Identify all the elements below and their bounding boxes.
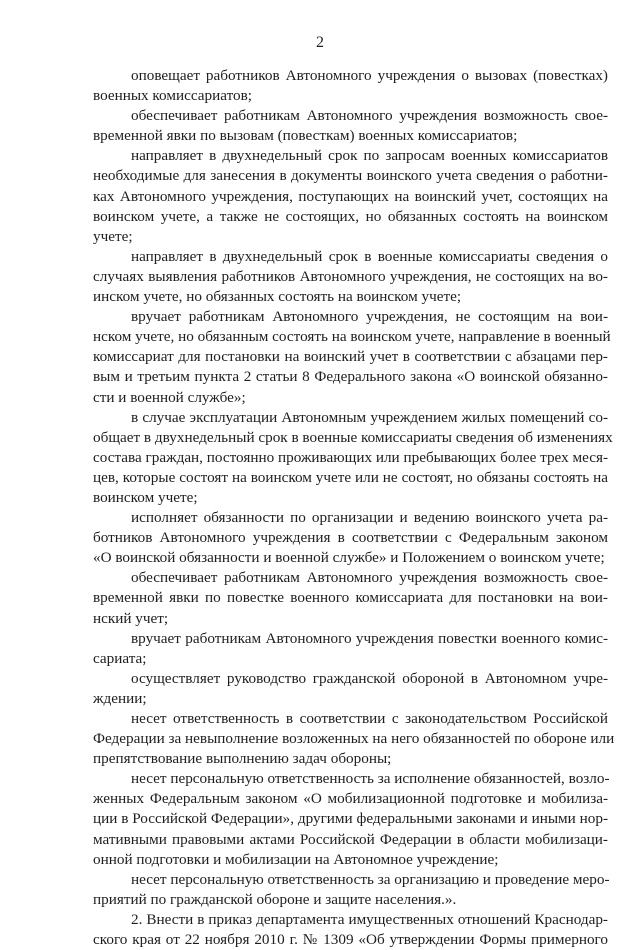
paragraph xyxy=(93,769,608,869)
text-line: временной явки по повестке военного комиссариата для постановки на вои- xyxy=(93,589,608,607)
text-line: ского края от 22 ноября 2010 г. № 1309 «Об утверждении Формы примерного xyxy=(93,931,608,949)
text-line: состава граждан, постоянно проживающих или пребывающих более трех меся- xyxy=(93,448,608,466)
paragraph xyxy=(93,106,608,146)
paragraph xyxy=(93,66,608,106)
text-line: ках Автономного учреждения, поступающих на воинский учет, состоящих на xyxy=(93,187,608,205)
text-line: несет персональную ответственность за организацию и проведение меро- xyxy=(131,870,610,888)
text-line: ботников Автономного учреждения в соответствии с Федеральным законом xyxy=(93,529,608,547)
text-line: обеспечивает работникам Автономного учреждения возможность свое- xyxy=(131,107,608,125)
text-line: нском учете, но обязанным состоять на воинском учете, направление в военный xyxy=(93,328,611,346)
text-line: осуществляет руководство гражданской обороной в Автономном учре- xyxy=(131,669,608,687)
page-number: 2 xyxy=(316,34,324,51)
paragraph xyxy=(93,307,611,407)
text-line: ждении; xyxy=(93,689,147,707)
text-line: воинском учете, а также не состоящих, но обязанных состоять на воинском xyxy=(93,207,608,225)
text-line: препятствование выполнению задач обороны; xyxy=(93,750,392,768)
text-line: приятий по гражданской обороне и защите населения.». xyxy=(93,890,457,908)
text-line: военных комиссариатов; xyxy=(93,87,252,105)
text-line: вручает работникам Автономного учреждения повестки военного комис- xyxy=(131,629,608,647)
paragraph xyxy=(93,408,613,508)
text-line: сти и военной службе»; xyxy=(93,388,246,406)
document-body xyxy=(93,66,615,950)
text-line: ции в Российской Федерации», другими федеральными законами и иными нор- xyxy=(93,810,608,828)
paragraph xyxy=(93,146,608,246)
text-line: необходимые для занесения в документы воинского учета сведения о работни- xyxy=(93,167,608,185)
text-line: инском учете, но обязанных состоять на воинском учете; xyxy=(93,288,462,306)
text-line: «О воинской обязанности и военной службе» и Положением о воинском учете; xyxy=(93,549,605,567)
text-line: общает в двухнедельный срок в военные комиссариаты сведения об изменениях xyxy=(93,428,613,446)
paragraph xyxy=(93,568,608,628)
text-line: направляет в двухнедельный срок по запросам военных комиссариатов xyxy=(131,147,608,165)
text-line: Федерации за невыполнение возложенных на него обязанностей по обороне или xyxy=(93,730,615,748)
text-line: направляет в двухнедельный срок в военные комиссариаты сведения о xyxy=(131,247,608,265)
paragraph xyxy=(93,508,608,568)
text-line: нский учет; xyxy=(93,609,169,627)
paragraph xyxy=(93,910,608,950)
text-line: учете; xyxy=(93,227,133,245)
text-line: несет ответственность в соответствии с законодательством Российской xyxy=(131,710,608,727)
text-line: мативными правовыми актами Российской Федерации в области мобилизаци- xyxy=(93,830,608,848)
text-line: временной явки по вызовам (повесткам) военных комиссариатов; xyxy=(93,127,518,145)
paragraph xyxy=(93,247,608,307)
paragraph xyxy=(93,709,615,769)
text-line: оповещает работников Автономного учреждения о вызовах (повестках) xyxy=(131,67,608,84)
text-line: женных Федеральным законом «О мобилизационной подготовке и мобилиза- xyxy=(93,790,608,808)
text-line: несет персональную ответственность за исполнение обязанностей, возло- xyxy=(131,770,610,788)
paragraph xyxy=(93,669,608,709)
text-line: комиссариат для постановки на воинский учет в соответствии с абзацами пер- xyxy=(93,348,608,366)
text-line: вручает работникам Автономного учреждения, не состоящим на вои- xyxy=(131,308,608,326)
text-line: случаях выявления работников Автономного учреждения, не состоящих на во- xyxy=(93,267,608,285)
text-line: сариата; xyxy=(93,649,147,667)
paragraph xyxy=(93,629,608,669)
text-line: цев, которые состоят на воинском учете или не состоят, но обязаны состоять на xyxy=(93,468,608,486)
text-line: онной подготовки и мобилизации на Автономное учреждение; xyxy=(93,850,499,868)
text-line: 2. Внести в приказ департамента имущественных отношений Краснодар- xyxy=(131,910,608,928)
text-line: вым и третьим пункта 2 статьи 8 Федерального закона «О воинской обязанно- xyxy=(93,368,608,386)
text-line: обеспечивает работникам Автономного учреждения возможность свое- xyxy=(131,569,608,587)
text-line: в случае эксплуатации Автономным учреждением жилых помещений со- xyxy=(131,408,608,426)
text-line: исполняет обязанности по организации и ведению воинского учета ра- xyxy=(131,509,608,527)
text-line: воинском учете; xyxy=(93,488,198,506)
